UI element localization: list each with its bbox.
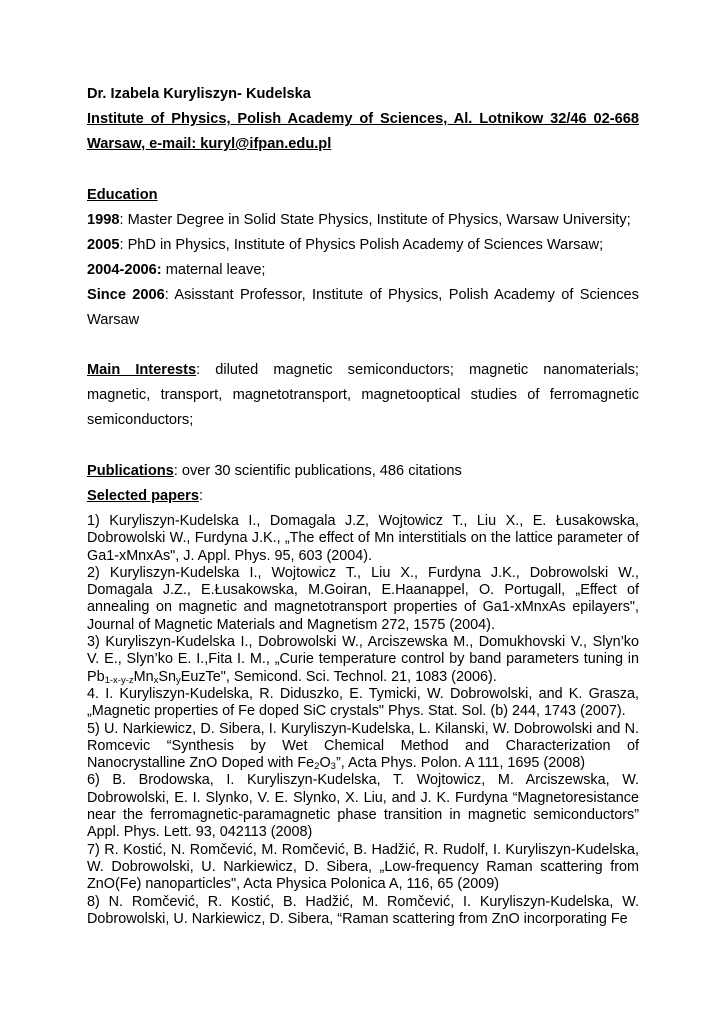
selected-papers-line bbox=[87, 484, 639, 509]
paper-text: Sn bbox=[158, 668, 176, 685]
paper-entry bbox=[87, 634, 639, 686]
education-heading: Education bbox=[87, 187, 158, 203]
paper-entry: 6) B. Brodowska, I. Kuryliszyn-Kudelska, T. Wojtowicz, M. Arciszewska, W. Dobrowolski, E. I. Slynko, V. E. Slynko, X. Liu, and J. K. Furdyna “Magnetoresistance near the ferromagnetic-paramagnetic phase transition in magnetic semiconductors” Appl. Phys. Lett. 93, 042113 (2008) bbox=[87, 772, 639, 841]
publications-line bbox=[87, 459, 639, 484]
header-block bbox=[87, 82, 639, 157]
education-text: maternal leave; bbox=[161, 262, 266, 278]
publications-section bbox=[87, 459, 639, 509]
paper-subscript: 3 bbox=[330, 761, 336, 773]
paper-text: ”, Acta Phys. Polon. A 111, 1695 (2008) bbox=[335, 755, 586, 772]
education-entry bbox=[87, 208, 639, 233]
education-entry bbox=[87, 258, 639, 283]
paper-entry: 1) Kuryliszyn-Kudelska I., Domagala J.Z, Wojtowicz T., Liu X., E. Łusakowska, Dobrowolski W., Furdyna J.K., „The effect of Mn interstitials on the lattice parameter of Ga1-xMnxAs", J. Appl. Phys. 95, 603 (2004). bbox=[87, 513, 639, 564]
interests-heading: Main Interests bbox=[87, 362, 197, 378]
publications-heading: Publications bbox=[87, 463, 174, 479]
paper-entry: 4. I. Kuryliszyn-Kudelska, R. Diduszko, E. Tymicki, W. Dobrowolski, and K. Grasza, „Magnetic properties of Fe doped SiC crystals" Phys. Stat. Sol. (b) 244, 1743 (2007). bbox=[87, 685, 639, 720]
affiliation-line-1: Institute of Physics, Polish Academy of Sciences, Al. Lotnikow 32/46 02-668 bbox=[87, 111, 639, 127]
education-text: : Master Degree in Solid State Physics, Institute of Physics, Warsaw University; bbox=[119, 212, 631, 228]
publications-text: : over 30 scientific publications, 486 citations bbox=[173, 463, 462, 479]
papers-list bbox=[87, 513, 639, 928]
education-year: 1998 bbox=[87, 212, 120, 228]
paper-entry: 2) Kuryliszyn-Kudelska I., Wojtowicz T., Liu X., Furdyna J.K., Dobrowolski W., Domagala J.Z., E.Łusakowska, M.Goiran, E.Haanappel, O. Portugall, „Effect of annealing on magnetic and magnetotransport properties of Ga1-xMnxAs epilayers", Journal of Magnetic Materials and Magnetism 272, 1575 (2004). bbox=[87, 564, 639, 633]
education-section bbox=[87, 183, 639, 333]
selected-papers-colon: : bbox=[198, 488, 204, 504]
education-entry bbox=[87, 283, 639, 333]
education-text: : PhD in Physics, Institute of Physics Polish Academy of Sciences Warsaw; bbox=[119, 237, 604, 253]
interests-paragraph bbox=[87, 358, 639, 433]
affiliation-line-2: Warsaw, e-mail: kuryl@ifpan.edu.pl bbox=[87, 136, 332, 152]
paper-text: Mn bbox=[133, 668, 154, 685]
paper-text: EuzTe", Semicond. Sci. Technol. 21, 1083 (2006). bbox=[180, 668, 497, 685]
author-name: Dr. Izabela Kuryliszyn- Kudelska bbox=[87, 86, 311, 102]
paper-entry: 7) R. Kostić, N. Romčević, M. Romčević, B. Hadžić, R. Rudolf, I. Kuryliszyn-Kudelska, W. Dobrowolski, U. Narkiewicz, D. Sibera, „Low-frequency Raman scattering from ZnO(Fe) nanoparticles", Acta Physica Polonica A, 116, 65 (2009) bbox=[87, 841, 639, 893]
education-year: Since 2006 bbox=[87, 287, 165, 303]
paper-subscript: 1-x-y-z bbox=[104, 674, 134, 686]
education-year: 2004-2006: bbox=[87, 262, 162, 278]
interests-section bbox=[87, 358, 639, 433]
paper-text: 5) U. Narkiewicz, D. Sibera, I. Kuryliszyn-Kudelska, L. Kilanski, W. Dobrowolski and N. Romcevic “Synthesis by Wet Chemical Method and Characterization of Nanocrystalline ZnO Doped with Fe bbox=[87, 720, 639, 772]
paper-entry: 8) N. Romčević, R. Kostić, B. Hadžić, M. Romčević, I. Kuryliszyn-Kudelska, W. Dobrowolski, U. Narkiewicz, D. Sibera, “Raman scattering from ZnO incorporating Fe bbox=[87, 893, 639, 927]
education-text: : Asisstant Professor, Institute of Physics, Polish Academy of Sciences Warsaw bbox=[87, 287, 639, 328]
paper-entry bbox=[87, 721, 639, 773]
paper-subscript: 2 bbox=[314, 761, 320, 773]
selected-papers-heading: Selected papers bbox=[87, 488, 199, 504]
paper-text: O bbox=[319, 755, 331, 772]
education-entry bbox=[87, 233, 639, 258]
paper-subscript: x bbox=[153, 674, 159, 686]
education-year: 2005 bbox=[87, 237, 120, 253]
paper-subscript: y bbox=[176, 674, 181, 686]
paper-text: 3) Kuryliszyn-Kudelska I., Dobrowolski W., Arciszewska M., Domukhovski V., Slyn’ko V. E., Slyn’ko E. I.,Fita I. M., „Curie temperature control by band parameters tuning in Pb bbox=[87, 634, 639, 685]
interests-text: : diluted magnetic semiconductors; magnetic nanomaterials; magnetic, transport, magnetotransport, magnetooptical studies of ferromagnetic semiconductors; bbox=[87, 362, 639, 428]
